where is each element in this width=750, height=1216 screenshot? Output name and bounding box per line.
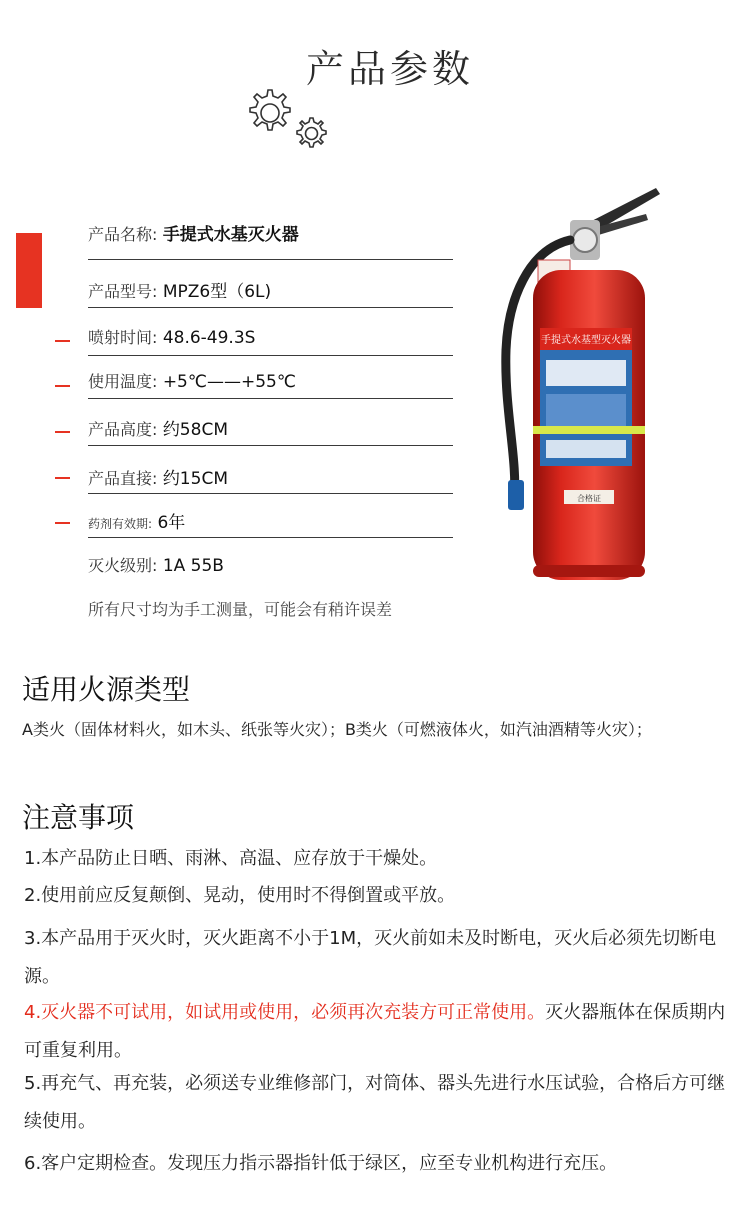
label-title: 手提式水基型灭火器	[541, 335, 631, 346]
note-item: 5.再充气、再充装，必须送专业维修部门，对筒体、器头先进行水压试验，合格后方可继续使用。	[24, 1073, 726, 1132]
red-dash	[55, 522, 70, 524]
red-dash	[55, 385, 70, 387]
param-row-temperature	[88, 369, 453, 392]
param-row-model	[88, 277, 453, 302]
fire-extinguisher-image	[478, 180, 728, 590]
divider	[88, 307, 453, 308]
gears-icon	[238, 84, 338, 154]
fire-types-text: A类火（固体材料火，如木头、纸张等火灾）；B类火（可燃液体火，如汽油酒精等火灾）；	[22, 720, 652, 739]
param-label: 喷射时间:	[88, 328, 158, 347]
page-title: 产品参数	[305, 47, 474, 91]
param-value: 约15CM	[162, 469, 228, 489]
measurement-note: 所有尺寸均为手工测量，可能会有稍许误差	[88, 600, 393, 619]
divider	[88, 398, 453, 399]
divider	[88, 493, 453, 494]
note-item: 3.本产品用于灭火时，灭火距离不小于1M，灭火前如未及时断电，灭火后必须先切断电源。	[24, 928, 717, 987]
divider	[88, 445, 453, 446]
param-label: 产品高度:	[88, 420, 158, 439]
param-value: 约58CM	[162, 420, 228, 440]
param-row-diameter	[88, 464, 453, 489]
note-warning-text: 4.灭火器不可试用，如试用或使用，必须再次充装方可正常使用。	[24, 1002, 546, 1023]
certificate-tag: 合格证	[577, 494, 601, 503]
note-item: 1.本产品防止日晒、雨淋、高温、应存放于干燥处。	[24, 848, 438, 869]
divider	[88, 355, 453, 356]
param-label: 产品型号:	[88, 282, 158, 301]
note-item	[24, 994, 739, 1070]
red-dash	[55, 340, 70, 342]
param-label: 药剂有效期:	[88, 517, 153, 531]
red-dash	[55, 431, 70, 433]
param-value: MPZ6型（6L)	[162, 282, 272, 302]
param-value: +5℃——+55℃	[162, 372, 296, 392]
accent-bar	[16, 233, 42, 308]
red-dash	[55, 477, 70, 479]
param-value: 48.6-49.3S	[162, 328, 256, 348]
param-label: 使用温度:	[88, 372, 158, 391]
param-row-name	[88, 220, 453, 245]
param-row-rating	[88, 553, 453, 576]
param-label: 产品名称:	[88, 225, 158, 244]
param-row-spray-time	[88, 325, 453, 348]
param-label: 产品直接:	[88, 469, 158, 488]
divider	[88, 537, 453, 538]
note-item: 2.使用前应反复颠倒、晃动，使用时不得倒置或平放。	[24, 885, 456, 906]
divider	[88, 259, 453, 260]
param-value: 1A 55B	[162, 556, 224, 576]
section-heading-notes: 注意事项	[22, 801, 135, 834]
note-text: 灭火器瓶体在保质期内可重复利用。	[24, 1002, 726, 1061]
note-item: 6.客户定期检查。发现压力指示器指针低于绿区，应至专业机构进行充压。	[24, 1153, 618, 1174]
param-row-height	[88, 415, 453, 440]
param-value: 手提式水基灭火器	[162, 225, 299, 245]
param-row-shelf-life	[88, 508, 453, 533]
param-label: 灭火级别:	[88, 556, 158, 575]
section-heading-fire-types: 适用火源类型	[22, 673, 191, 706]
param-value: 6年	[157, 513, 186, 533]
